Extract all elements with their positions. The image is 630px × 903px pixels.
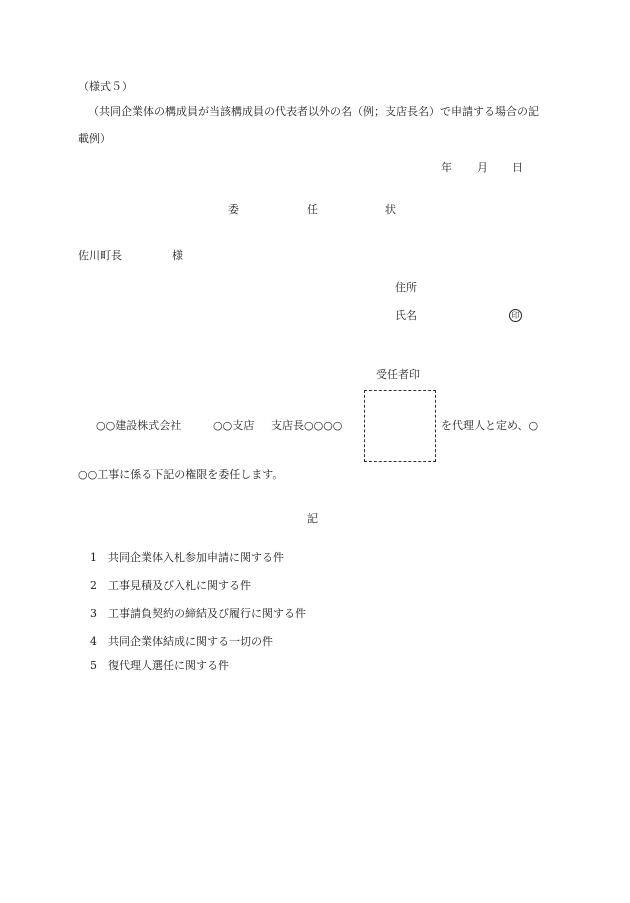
stamp-label: 受任者印 — [376, 368, 420, 381]
item-text: 共同企業体入札参加申請に関する件 — [108, 551, 284, 564]
continuation-text: ○○工事に係る下記の権限を委任します。 — [78, 468, 284, 481]
date-day: 日 — [512, 161, 523, 174]
address-label: 住所 — [395, 281, 417, 294]
name-label: 氏名 — [395, 309, 417, 322]
item-number: 3 — [90, 607, 97, 620]
date-month: 月 — [477, 161, 488, 174]
title-char-3: 状 — [385, 203, 396, 216]
addressee-honorific: 様 — [172, 249, 183, 262]
addressee-name: 佐川町長 — [78, 249, 122, 262]
delegate-person: 支店長○○○○ — [271, 419, 343, 432]
item-number: 4 — [90, 635, 97, 648]
form-label: （様式５） — [78, 80, 133, 93]
seal-mark-icon: 印 — [509, 309, 522, 322]
title-char-1: 委 — [228, 203, 239, 216]
record-heading: 記 — [307, 512, 318, 525]
delegate-company: ○○建設株式会社 — [96, 419, 182, 432]
stamp-box — [364, 390, 436, 462]
item-text: 工事請負契約の締結及び履行に関する件 — [108, 607, 306, 620]
item-text: 工事見積及び入札に関する件 — [108, 579, 251, 592]
item-number: 1 — [90, 551, 97, 564]
title-char-2: 任 — [307, 203, 318, 216]
note-line-1: （共同企業体の構成員が当該構成員の代表者以外の名（例；支店長名）で申請する場合の記 — [88, 105, 539, 118]
item-number: 2 — [90, 579, 97, 592]
date-year: 年 — [441, 161, 452, 174]
item-text: 復代理人選任に関する件 — [108, 659, 229, 672]
delegate-after: を代理人と定め、○ — [441, 419, 539, 432]
delegate-branch: ○○支店 — [213, 419, 255, 432]
item-number: 5 — [90, 659, 97, 672]
note-line-2: 載例） — [78, 132, 111, 145]
item-text: 共同企業体結成に関する一切の件 — [108, 635, 273, 648]
